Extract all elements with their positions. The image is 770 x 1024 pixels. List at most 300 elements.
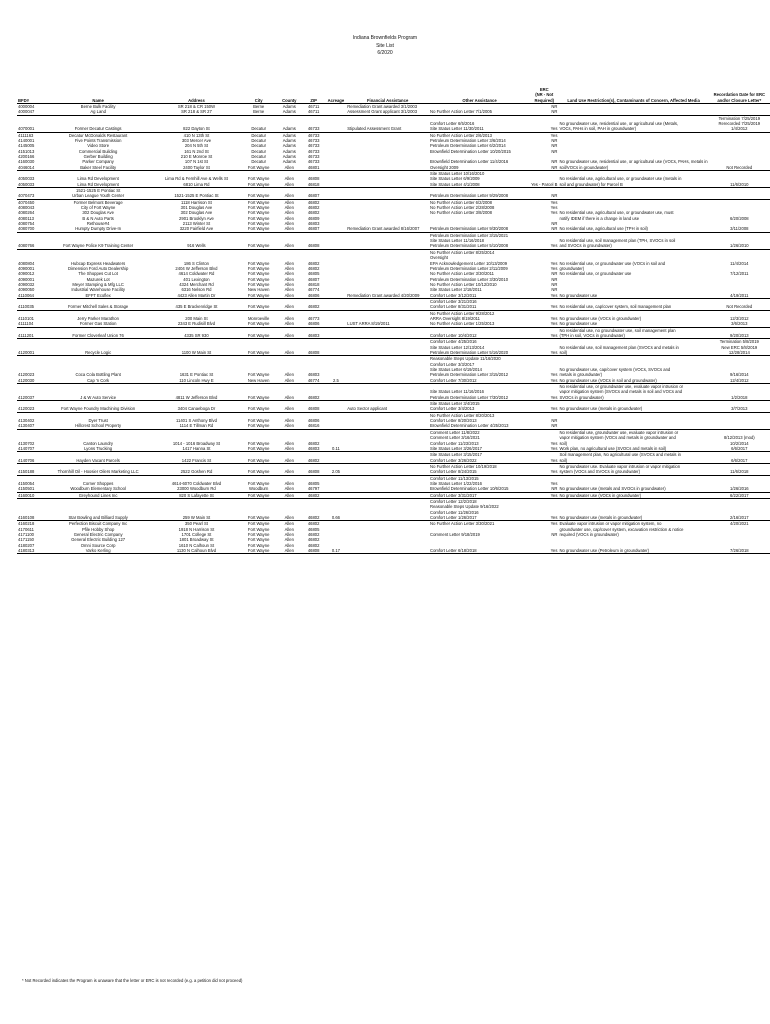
col-header-nfa-line: ERC <box>539 87 549 92</box>
name-line: Hayden Vacant Parcels <box>76 457 120 463</box>
zip-line: 46806 <box>307 321 320 327</box>
address-line: 1521-1525 E Pontiac St <box>174 193 219 199</box>
city-line: Fort Wayne <box>247 181 270 187</box>
zip-line: 46808 <box>307 176 320 182</box>
zip-cell <box>302 429 326 451</box>
bfd-cell <box>17 188 44 200</box>
city-line: Fort Wayne <box>247 321 270 327</box>
recordation-cell <box>709 171 770 188</box>
name-line: Urban League Youth Center <box>72 193 125 199</box>
table-row <box>17 327 770 339</box>
recordation-line: 8/12/2013 (mod) <box>723 435 755 441</box>
other-line: EPA Acknowledgement Letter 10/13/2009 <box>430 260 508 266</box>
address-cell <box>152 115 240 132</box>
other-line: Comfort Letter 3/3/2017 <box>430 361 475 367</box>
name-line: Pfile Hobby Shop <box>81 526 115 532</box>
name-line: Dyer Trust <box>88 418 108 424</box>
other-cell <box>429 188 530 200</box>
city-line: Fort Wayne <box>247 457 270 463</box>
table-row <box>17 498 770 520</box>
county-line: Adams <box>282 148 296 154</box>
county-line: Allen <box>284 193 294 199</box>
restrictions-line: system (VOCs and SVOCs in groundwater) <box>559 469 640 475</box>
bfd-line: 4000004 <box>18 103 35 109</box>
restrictions-line: No residential use, agricultural use (TPH in soil) <box>559 226 648 232</box>
address-line: 4614 Coldwater Rd <box>178 271 215 277</box>
county-cell <box>277 310 302 327</box>
acreage-cell <box>326 232 347 249</box>
table-row <box>17 401 770 413</box>
name-line: Former Belmont Beverage <box>73 199 123 205</box>
restrictions-cell <box>558 115 708 132</box>
other-cell <box>429 401 530 413</box>
other-line: Comment Letter 3/16/2021 <box>430 435 480 441</box>
other-line: Comfort Letter 6/5/2016 <box>430 120 475 126</box>
address-line: 110 Lincoln Hwy E <box>179 377 214 383</box>
city-line: Fort Wayne <box>247 537 270 543</box>
nfa-line: NR <box>551 281 558 287</box>
bfd-line: 4110064 <box>18 292 34 298</box>
financial-line: Remediation Grant awarded 8/16/2007 <box>347 226 420 232</box>
other-line: Petroleum Determination Letter 6/2/2014 <box>430 143 506 149</box>
bfd-cell <box>17 132 44 170</box>
name-line: Mazurek Lot <box>86 276 110 282</box>
zip-line: 46808 <box>307 406 320 412</box>
other-line: Comfort Letter 3/31/2017 <box>430 492 477 498</box>
city-line: Fort Wayne <box>247 469 270 475</box>
recordation-cell <box>709 475 770 492</box>
nfa-cell <box>530 327 558 339</box>
nfa-line: Yes <box>550 480 558 486</box>
site-rows <box>17 103 770 554</box>
zip-line: 46802 <box>307 537 320 543</box>
col-header-restrictions: Land Use Restriction(s), Contaminants of Concern, Affected Media <box>558 87 708 103</box>
address-line: 210 E Monroe St <box>180 153 213 159</box>
other-line: Site Status Letter 6/9/2009 <box>430 176 480 182</box>
county-line: Allen <box>284 486 294 492</box>
recordation-cell <box>709 498 770 520</box>
nfa-line: Yes <box>550 332 558 338</box>
address-line: 2400 Taylor St <box>183 164 210 170</box>
address-line: 6810 Lima Rd <box>183 181 210 187</box>
address-line: 820 S Lafayette St <box>179 492 214 498</box>
recordation-line: 7/12/2011 <box>730 271 749 277</box>
restrictions-cell <box>558 232 708 249</box>
site-list-table <box>17 87 770 554</box>
city-cell <box>240 115 276 132</box>
zip-cell <box>302 298 326 310</box>
other-line: ARRA Oversight 8/19/2011 <box>430 315 481 321</box>
address-cell <box>152 356 240 384</box>
city-line: Fort Wayne <box>247 260 270 266</box>
bfd-line: 4080700 <box>18 226 35 232</box>
acreage-cell <box>326 188 347 200</box>
acreage-cell <box>326 384 347 401</box>
other-line: Comment Letter 9/18/2019 <box>430 532 480 538</box>
county-line: Allen <box>284 514 294 520</box>
nfa-line: Yes <box>550 492 558 498</box>
county-line: Allen <box>284 492 294 498</box>
nfa-line: Yes <box>550 514 558 520</box>
restrictions-line: (TPH in soil, VOCs in groundwater) <box>559 332 625 338</box>
address-cell <box>152 310 240 327</box>
other-line: Brownfield Determination Letter 10/6/2015 <box>430 486 509 492</box>
zip-cell <box>302 232 326 249</box>
county-cell <box>277 199 302 232</box>
city-cell <box>240 232 276 249</box>
county-line: Allen <box>284 469 294 475</box>
city-line: Decatur <box>251 132 266 138</box>
acreage-line: 0.11 <box>331 445 340 451</box>
zip-cell <box>302 521 326 554</box>
address-line: 204 N 5th St <box>184 143 209 149</box>
nfa-cell <box>530 463 558 475</box>
county-line: Allen <box>284 199 294 205</box>
city-line: Decatur <box>251 153 266 159</box>
bfd-cell <box>17 115 44 132</box>
county-cell <box>277 188 302 200</box>
other-line: Comfort Letter 8/20/2013 <box>430 418 477 424</box>
city-line: Fort Wayne <box>247 193 270 199</box>
zip-cell <box>302 356 326 384</box>
restrictions-line: No groundwater use, residential use, or agricultural use (Metals, <box>559 120 679 126</box>
zip-cell <box>302 199 326 232</box>
address-cell <box>152 188 240 200</box>
col-header-nfa-line: (NR - Not <box>535 92 554 98</box>
nfa-cell <box>530 298 558 310</box>
name-line: Baker Steel Facility <box>80 164 117 170</box>
city-cell <box>240 452 276 464</box>
nfa-cell <box>530 103 558 115</box>
bfd-line: 4150054 <box>18 480 35 486</box>
nfa-line: Yes <box>550 521 558 527</box>
acreage-line: 2.05 <box>331 469 340 475</box>
city-line: Fort Wayne <box>247 164 270 170</box>
zip-line: 46805 <box>307 271 320 277</box>
nfa-line: NR <box>551 287 558 293</box>
county-line: Allen <box>284 537 294 543</box>
nfa-cell <box>530 475 558 492</box>
restrictions-cell <box>558 384 708 401</box>
recordation-cell <box>709 199 770 232</box>
other-line: Reasonable Steps Update 9/16/2022 <box>430 504 499 510</box>
name-line: Lyons Trucking <box>84 445 113 451</box>
county-cell <box>277 412 302 429</box>
other-line: Comfort Letter 1/26/2017 <box>430 514 477 520</box>
restrictions-line: groundwater) <box>559 265 585 271</box>
name-cell <box>44 429 153 451</box>
zip-line: 46803 <box>307 445 320 451</box>
name-line: Star Bowling and Billiard Supply <box>68 514 128 520</box>
city-line: Decatur <box>251 126 266 132</box>
bfd-line: 4120023 <box>18 406 35 412</box>
city-line: Fort Wayne <box>247 304 270 310</box>
city-cell <box>240 132 276 170</box>
recordation-line: 1/2/2018 <box>731 394 748 400</box>
restrictions-cell <box>558 463 708 475</box>
financial-cell <box>346 339 429 356</box>
recordation-cell <box>709 232 770 249</box>
name-line: Omni Source Corp <box>80 542 116 548</box>
name-line: Dimension Ford Auto Dealership <box>67 265 129 271</box>
restrictions-cell <box>558 249 708 298</box>
name-line: B & N Auto Parts <box>82 215 114 221</box>
restrictions-line: No groundwater use <box>559 292 598 298</box>
address-cell <box>152 463 240 475</box>
other-line: No Further Action Letter 1/25/2013 <box>430 321 495 327</box>
recordation-line: 6/6/2017 <box>731 457 748 463</box>
address-line: 4614-6070 Coldwater Blvd <box>171 480 222 486</box>
nfa-cell <box>530 249 558 298</box>
restrictions-line: No residential use, or groundwater use <box>559 271 632 277</box>
name-line: General Electric Building 127 <box>71 537 126 543</box>
recordation-cell <box>709 452 770 464</box>
acreage-line: 0.17 <box>331 548 340 554</box>
acreage-line: 2.5 <box>332 377 339 383</box>
zip-cell <box>302 249 326 298</box>
other-cell <box>429 310 530 327</box>
bfd-line: 4090001 <box>18 265 35 271</box>
city-line: Fort Wayne <box>247 226 270 232</box>
nfa-line: Yes <box>550 372 558 378</box>
restrictions-line: Soil management plan, No agricultural use (SVOCs and metals in <box>559 452 681 458</box>
nfa-cell <box>530 429 558 451</box>
name-line: Former Mitchell Sales & Storage <box>67 304 129 310</box>
other-line: Petroleum Determination Letter 3/15/2021 <box>430 232 509 238</box>
bfd-line: 4050033 <box>18 181 35 187</box>
county-line: Allen <box>284 292 294 298</box>
county-line: Allen <box>284 440 294 446</box>
nfa-cell <box>530 401 558 413</box>
name-cell <box>44 249 153 298</box>
city-line: Fort Wayne <box>247 445 270 451</box>
restrictions-line: No groundwater use (metals in groundwater) <box>559 514 643 520</box>
county-line: Adams <box>282 132 296 138</box>
financial-line: LUST ARRA 8/19/2011 <box>347 321 390 327</box>
nfa-line: Yes <box>550 350 558 356</box>
nfa-line: NR <box>551 276 558 282</box>
address-line: 3404 Canaeboga Dr <box>177 406 216 412</box>
zip-line: 46807 <box>307 276 320 282</box>
zip-line: 46805 <box>307 480 320 486</box>
zip-line: 46802 <box>307 199 320 205</box>
nfa-line: NR <box>551 137 558 143</box>
restrictions-line: No residential use, groundwater use, evaluate vapor intrusion or <box>559 429 679 435</box>
restrictions-cell <box>558 132 708 170</box>
name-cell <box>44 298 153 310</box>
other-line: Comfort Letter 12/2/2018 <box>430 498 477 504</box>
col-header-other: Other Assistance <box>429 87 530 103</box>
address-cell <box>152 412 240 429</box>
bfd-line: 4050033 <box>18 176 35 182</box>
county-line: Allen <box>284 406 294 412</box>
bfd-line: 4120001 <box>18 350 35 356</box>
city-cell <box>240 356 276 384</box>
address-line: SR 218 & SR 27 <box>181 109 212 115</box>
bfd-line: 4111201 <box>18 332 34 338</box>
address-line: 1118 Harrison St <box>181 199 212 205</box>
recordation-line: 9/16/2014 <box>730 372 749 378</box>
address-line: 107 N 1st St <box>184 159 208 165</box>
city-cell <box>240 298 276 310</box>
zip-line: 46802 <box>307 532 320 538</box>
other-line: Site Status Letter 11/16/2016 <box>430 389 484 395</box>
bfd-line: 4111163 <box>18 132 34 138</box>
address-cell <box>152 298 240 310</box>
recordation-line: 1/26/2010 <box>730 243 749 249</box>
other-line: Petroleum Determination Letter 3/6/2014 <box>430 137 506 143</box>
county-cell <box>277 115 302 132</box>
bfd-line: 4145005 <box>18 143 35 149</box>
recordation-line: New ERC 5/8/2019 <box>721 344 758 350</box>
acreage-cell <box>326 412 347 429</box>
nfa-line: NR <box>551 193 558 199</box>
zip-line: 46802 <box>307 440 320 446</box>
other-cell <box>429 475 530 492</box>
zip-line: 46733 <box>307 126 320 132</box>
name-cell <box>44 384 153 401</box>
restrictions-line: notify IDEM if there is a change in land use <box>559 215 640 221</box>
county-line: Allen <box>284 281 294 287</box>
bfd-line: 4080043 <box>18 205 35 211</box>
restrictions-cell <box>558 171 708 188</box>
other-line: Comfort Letter 10/4/2012 <box>430 332 477 338</box>
restrictions-line: No residential use, or groundwater use (VOCs in soil and <box>559 260 666 266</box>
other-cell <box>429 171 530 188</box>
zip-line: 46808 <box>307 548 320 554</box>
county-line: Allen <box>284 350 294 356</box>
address-cell <box>152 521 240 554</box>
other-line: No Further Action Letter 7/1/2005 <box>430 109 492 115</box>
city-line: Fort Wayne <box>247 423 270 429</box>
col-header-recordation <box>709 87 770 103</box>
other-line: Site Status Letter 3/4/2015 <box>430 401 480 407</box>
restrictions-line: No groundwater use (VOCs in groundwater) <box>559 492 642 498</box>
bfd-line: 4160108 <box>18 514 35 520</box>
city-line: Fort Wayne <box>247 406 270 412</box>
nfa-line: NR <box>551 271 558 277</box>
nfa-line: Yes <box>550 445 558 451</box>
financial-line: Assessment Grant applicant 3/1/2003 <box>347 109 418 115</box>
name-line: 1521-1525 E Pontiac St <box>76 188 121 194</box>
other-line: Reasonable Steps Update 11/16/2020 <box>430 356 501 362</box>
acreage-cell <box>326 498 347 520</box>
table-row <box>17 310 770 327</box>
zip-line: 46802 <box>307 457 320 463</box>
table-row <box>17 188 770 200</box>
county-line: Allen <box>284 548 294 554</box>
financial-cell <box>346 310 429 327</box>
name-cell <box>44 401 153 413</box>
county-line: Allen <box>284 176 294 182</box>
name-line: EFFT Ecoflex <box>85 292 111 298</box>
nfa-line: Yes <box>550 260 558 266</box>
name-line: Parker Company <box>82 159 114 165</box>
address-cell <box>152 171 240 188</box>
zip-line: 46774 <box>307 377 320 383</box>
acreage-cell <box>326 463 347 475</box>
recordation-cell <box>709 249 770 298</box>
other-line: Comfort Letter 11/23/2013 <box>430 440 479 446</box>
name-cell <box>44 463 153 475</box>
other-cell <box>429 521 530 554</box>
other-line: Comfort Letter 3/12/2011 <box>430 292 477 298</box>
restrictions-line: VOCs, PAHs in soil, PAH in groundwater) <box>559 126 637 132</box>
recordation-cell <box>709 103 770 115</box>
recordation-line: 4/19/2011 <box>730 292 749 298</box>
city-line: Fort Wayne <box>247 542 270 548</box>
recordation-cell <box>709 115 770 132</box>
zip-line: 46803 <box>307 332 320 338</box>
nfa-line: NR <box>551 109 558 115</box>
financial-cell <box>346 463 429 475</box>
county-line: Adams <box>282 153 296 159</box>
recordation-line: 12/4/2012 <box>730 377 749 383</box>
financial-line: Remediation Grant awarded 3/1/2003 <box>347 103 418 109</box>
county-cell <box>277 521 302 554</box>
nfa-line: NR <box>551 148 558 154</box>
name-cell <box>44 188 153 200</box>
city-line: Fort Wayne <box>247 532 270 538</box>
financial-cell <box>346 115 429 132</box>
other-line: Brownfield Determination Letter 10/20/2015 <box>430 148 511 154</box>
col-header-city: City <box>240 87 276 103</box>
name-line: Woodburn Elementary School <box>70 486 126 492</box>
other-cell <box>429 384 530 401</box>
other-line: Site Status Letter 12/13/2014 <box>430 344 485 350</box>
financial-cell <box>346 103 429 115</box>
zip-line: 46808 <box>307 469 320 475</box>
nfa-line: Yes <box>550 457 558 463</box>
other-line: No Further Action Letter 3/30/2021 <box>430 521 495 527</box>
bfd-cell <box>17 339 44 356</box>
recordation-cell <box>709 521 770 554</box>
col-header-county: County <box>277 87 302 103</box>
restrictions-line: No residential use, soil management plan (TPH, SVOCs in soil <box>559 238 676 244</box>
bfd-line: 4090032 <box>18 281 35 287</box>
name-line: Hillcrest School Property <box>75 423 122 429</box>
zip-line: 46733 <box>307 137 320 143</box>
zip-line: 46816 <box>307 423 320 429</box>
address-line: 6316 Nelson Rd <box>181 287 212 293</box>
zip-line: 46801 <box>307 164 320 170</box>
bfd-cell <box>17 498 44 520</box>
county-line: Allen <box>284 315 294 321</box>
zip-line: 46802 <box>307 514 320 520</box>
address-line: 2522 Goshen Rd <box>180 469 213 475</box>
address-line: 23000 Woodburn Rd <box>177 486 216 492</box>
nfa-cell <box>530 232 558 249</box>
address-cell <box>152 452 240 464</box>
zip-line: 46733 <box>307 148 320 154</box>
address-line: 1417 Hanna St <box>182 445 211 451</box>
name-line: Varko Kerling <box>85 548 111 554</box>
recordation-line: 6/22/2017 <box>730 492 749 498</box>
name-line: Lima Rd Development <box>77 181 119 187</box>
name-cell <box>44 103 153 115</box>
bfd-line: 4070450 <box>18 199 35 205</box>
city-cell <box>240 249 276 298</box>
nfa-line: NR <box>551 103 558 109</box>
county-cell <box>277 475 302 492</box>
other-cell <box>429 327 530 339</box>
table-row <box>17 339 770 356</box>
bfd-cell <box>17 521 44 554</box>
financial-cell <box>346 232 429 249</box>
acreage-cell <box>326 249 347 298</box>
other-line: Comfort Letter 7/30/2012 <box>430 377 477 383</box>
acreage-cell <box>326 310 347 327</box>
